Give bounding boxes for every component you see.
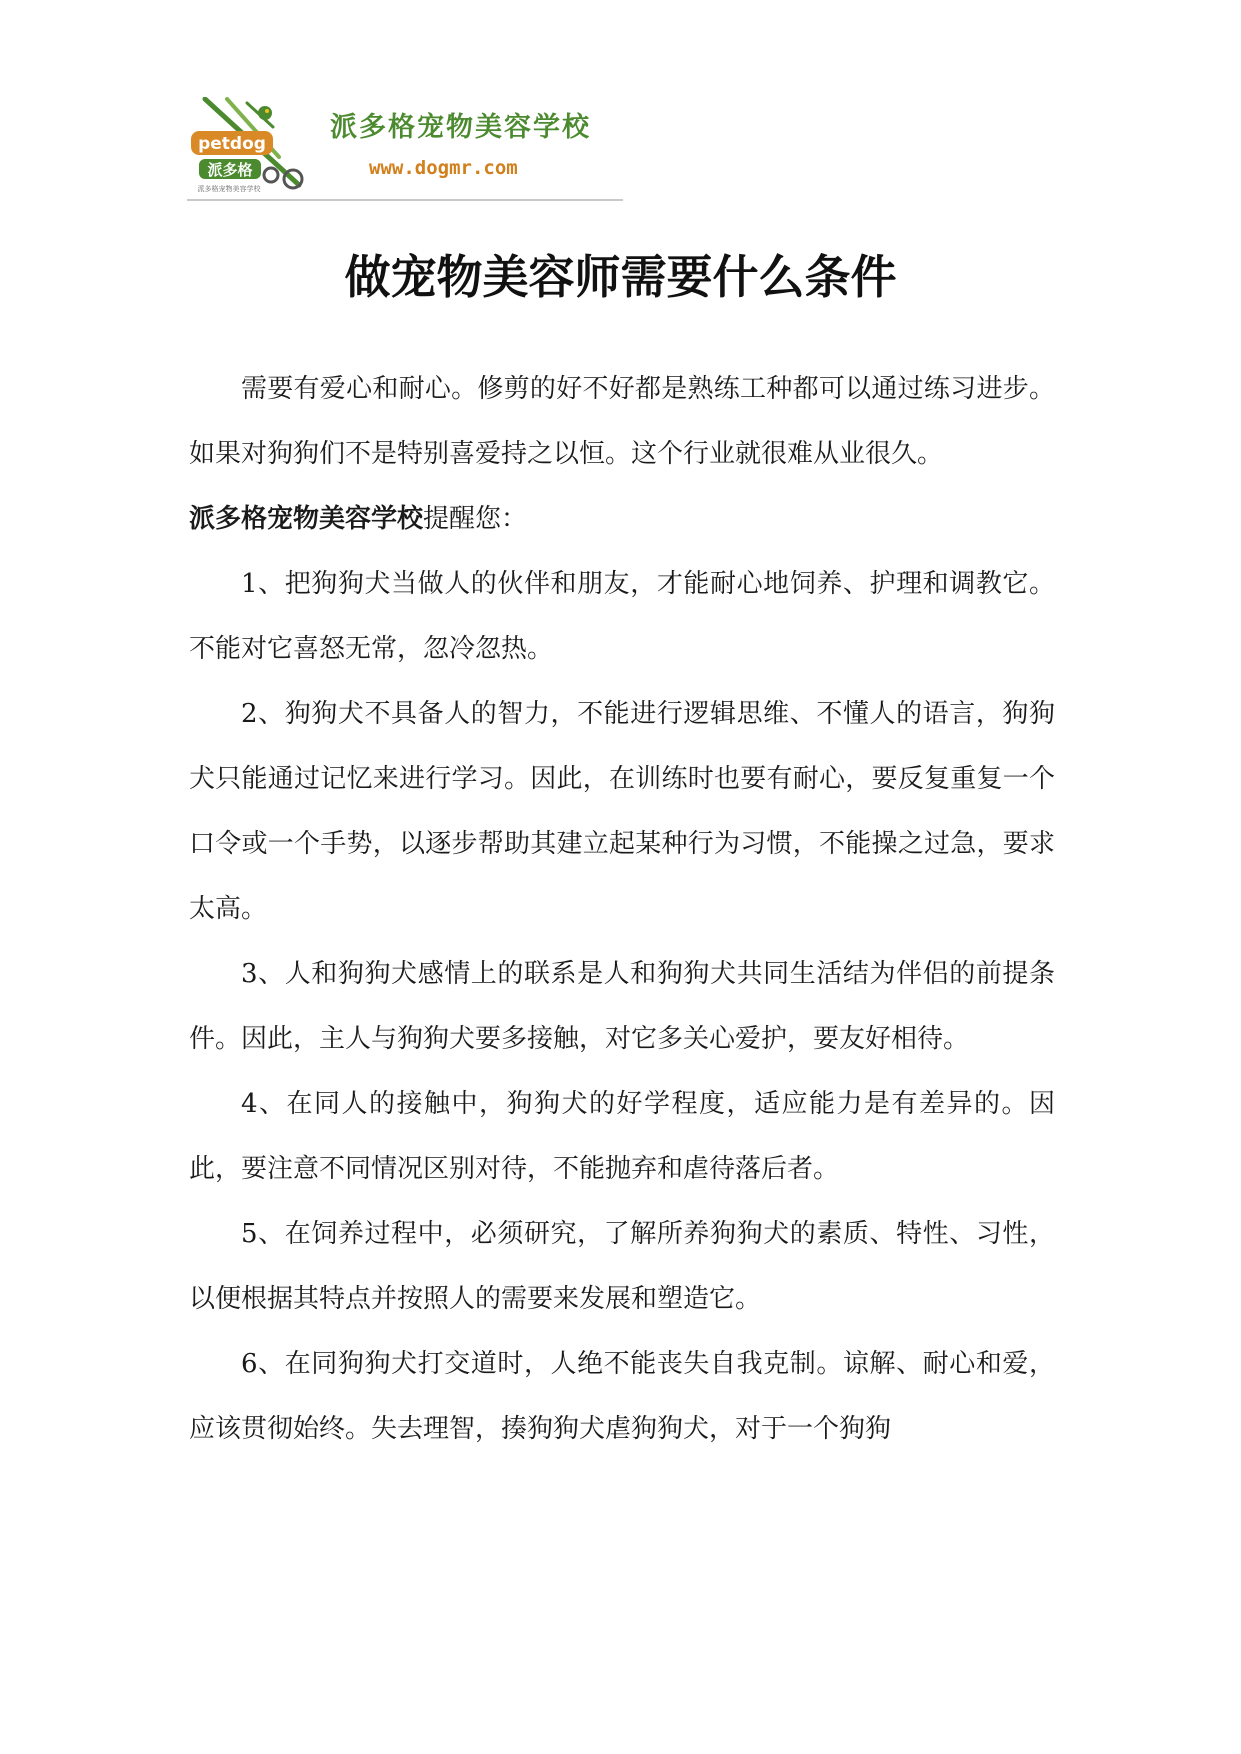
list-item: 1、把狗狗犬当做人的伙伴和朋友，才能耐心地饲养、护理和调教它。不能对它喜怒无常，忽冷忽热。 bbox=[189, 569, 1055, 664]
list-item: 2、狗狗犬不具备人的智力，不能进行逻辑思维、不懂人的语言，狗狗犬只能通过记忆来进行学习。因此，在训练时也要有耐心，要反复重复一个口令或一个手势，以逐步帮助其建立起某种行为习惯，不能操之过急，要求太高。 bbox=[189, 699, 1055, 924]
petdog-logo bbox=[187, 97, 307, 195]
svg-text:派多格: 派多格 bbox=[207, 161, 253, 179]
document-header bbox=[187, 93, 623, 201]
svg-text:petdog: petdog bbox=[198, 134, 266, 154]
intro-paragraph: 需要有爱心和耐心。修剪的好不好都是熟练工种都可以通过练习进步。如果对狗狗们不是特别喜爱持之以恒。这个行业就很难从业很久。 bbox=[189, 374, 1055, 469]
list-item: 3、人和狗狗犬感情上的联系是人和狗狗犬共同生活结为伴侣的前提条件。因此，主人与狗狗犬要多接触，对它多关心爱护，要友好相待。 bbox=[189, 959, 1055, 1054]
list-item: 4、在同人的接触中，狗狗犬的好学程度，适应能力是有差异的。因此，要注意不同情况区别对待，不能抛弃和虐待落后者。 bbox=[189, 1089, 1055, 1184]
list-item: 5、在饲养过程中，必须研究，了解所养狗狗犬的素质、特性、习性，以便根据其特点并按照人的需要来发展和塑造它。 bbox=[189, 1219, 1055, 1314]
reminder-line bbox=[189, 487, 1055, 552]
reminder-school-name: 派多格宠物美容学校 bbox=[189, 504, 424, 534]
logo-url: www.dogmr.com bbox=[369, 157, 518, 179]
document-title: 做宠物美容师需要什么条件 bbox=[344, 250, 897, 304]
logo-school-name: 派多格宠物美容学校 bbox=[330, 112, 591, 143]
list-item: 6、在同狗狗犬打交道时，人绝不能丧失自我克制。谅解、耐心和爱，应该贯彻始终。失去理智，揍狗狗犬虐狗狗犬，对于一个狗狗 bbox=[189, 1349, 1055, 1444]
reminder-text: 提醒您： bbox=[423, 504, 528, 534]
document-body bbox=[189, 357, 1055, 1462]
svg-text:派多格宠物美容学校: 派多格宠物美容学校 bbox=[197, 185, 261, 193]
